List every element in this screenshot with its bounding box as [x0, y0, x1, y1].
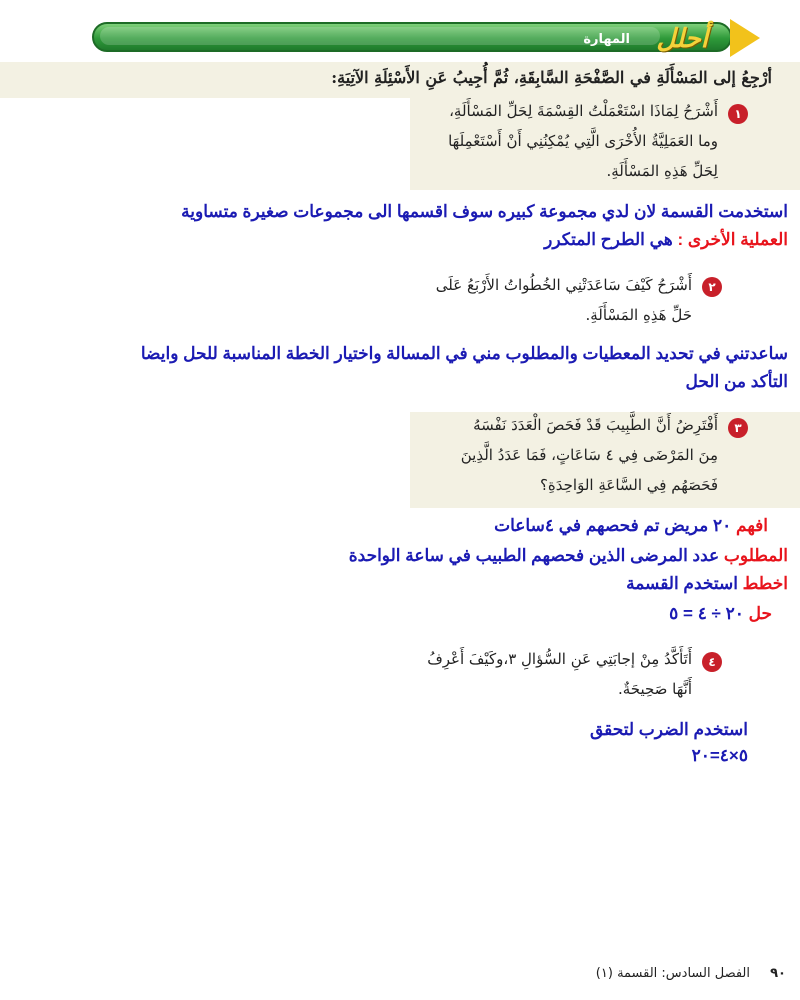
- header-banner-shine: [100, 27, 660, 45]
- answer-2-line: ساعدتني في تحديد المعطيات والمطلوب مني في المسالة واختيار الخطة المناسبة للحل وايضا: [140, 344, 788, 363]
- answer-4-equation: ٥×٤=٢٠: [691, 746, 748, 765]
- solve-value: ٢٠ ÷ ٤ = ٥: [669, 604, 749, 623]
- question-1-line: لِحَلِّ هَذِهِ المَسْأَلَةِ.: [606, 162, 718, 180]
- intro-instruction: أرْجِعُ إلى المَسْأَلَةِ في الصَّفْحَةِ السَّابِقَةِ، ثُمَّ أُجِيبُ عَنِ الأَسْئِلَةِ الآتِيَةِ:: [331, 68, 772, 87]
- question-4-number: ٤: [702, 652, 722, 672]
- solve-label: حل: [748, 604, 772, 623]
- question-1-text: [388, 102, 718, 192]
- understand-label: افهم: [736, 516, 768, 535]
- answer-3-solve: [669, 604, 772, 624]
- question-1-line: وما العَمَلِيَّةُ الأُخْرَى الَّتِي يُمْكِنُنِي أَنْ أَسْتَعْمِلَهَا: [448, 132, 718, 150]
- question-4-line: أَنَّهَا صَحِيحَةٌ.: [617, 680, 692, 698]
- answer-1-value: هي الطرح المتكرر: [544, 230, 678, 249]
- answer-3-plan: [626, 574, 788, 594]
- question-3-line: فَحَصَهُم فِي السَّاعَةِ الوَاحِدَةِ؟: [539, 476, 718, 494]
- page-number: ٩٠: [770, 966, 786, 981]
- question-1-number: ١: [728, 104, 748, 124]
- plan-label: اخطط: [742, 574, 788, 593]
- question-3-line: مِنَ المَرْضَى فِي ٤ سَاعَاتٍ، فَمَا عَدَدُ الَّذِينَ: [460, 446, 718, 464]
- answer-4-line: استخدم الضرب لتحقق: [589, 720, 748, 739]
- question-4-line: أَتَأَكَّدُ مِنْ إجابَتِي عَنِ السُّؤالِ ٣،وكَيْفَ أَعْرِفُ: [427, 650, 692, 668]
- question-2-text: [362, 276, 692, 336]
- answer-1-other-operation: [544, 230, 788, 250]
- answer-1-label: العملية الأخرى :: [677, 230, 788, 249]
- required-value: عدد المرضى الذين فحصهم الطبيب في ساعة الواحدة: [348, 546, 724, 565]
- question-2-line: حَلِّ هَذِهِ المَسْأَلَةِ.: [585, 306, 692, 324]
- plan-value: استخدم القسمة: [626, 574, 743, 593]
- question-2-line: أَشْرَحُ كَيْفَ سَاعَدَتْنِي الخُطُواتُ الأَرْبَعُ عَلَى: [435, 276, 692, 294]
- required-label: المطلوب: [723, 546, 788, 565]
- section-subtitle: المهارة: [583, 32, 630, 47]
- question-3-text: [388, 416, 718, 506]
- answer-3-required: [349, 546, 788, 566]
- section-title: أحلل: [656, 24, 708, 54]
- question-3-number: ٣: [728, 418, 748, 438]
- answer-1-text: استخدمت القسمة لان لدي مجموعة كبيره سوف اقسمها الى مجموعات صغيرة متساوية: [181, 202, 788, 221]
- question-4-text: [362, 650, 692, 710]
- answer-3-understand: [494, 516, 768, 536]
- question-3-line: أَفْتَرِضُ أَنَّ الطَّبِيبَ قَدْ فَحَصَ الْعَدَدَ نَفْسَهُ: [473, 416, 718, 434]
- understand-value: ٢٠ مريض تم فحصهم في ٤ساعات: [494, 516, 736, 535]
- question-2-number: ٢: [702, 277, 722, 297]
- answer-2-line: التأكد من الحل: [685, 372, 788, 391]
- chapter-title: الفصل السادس: القسمة (١): [595, 966, 750, 981]
- question-1-line: أَشْرَحُ لِمَاذَا اسْتَعْمَلْتُ القِسْمَةَ لِحَلِّ المَسْأَلَةِ،: [449, 102, 718, 120]
- banner-arrow-icon: [730, 19, 760, 57]
